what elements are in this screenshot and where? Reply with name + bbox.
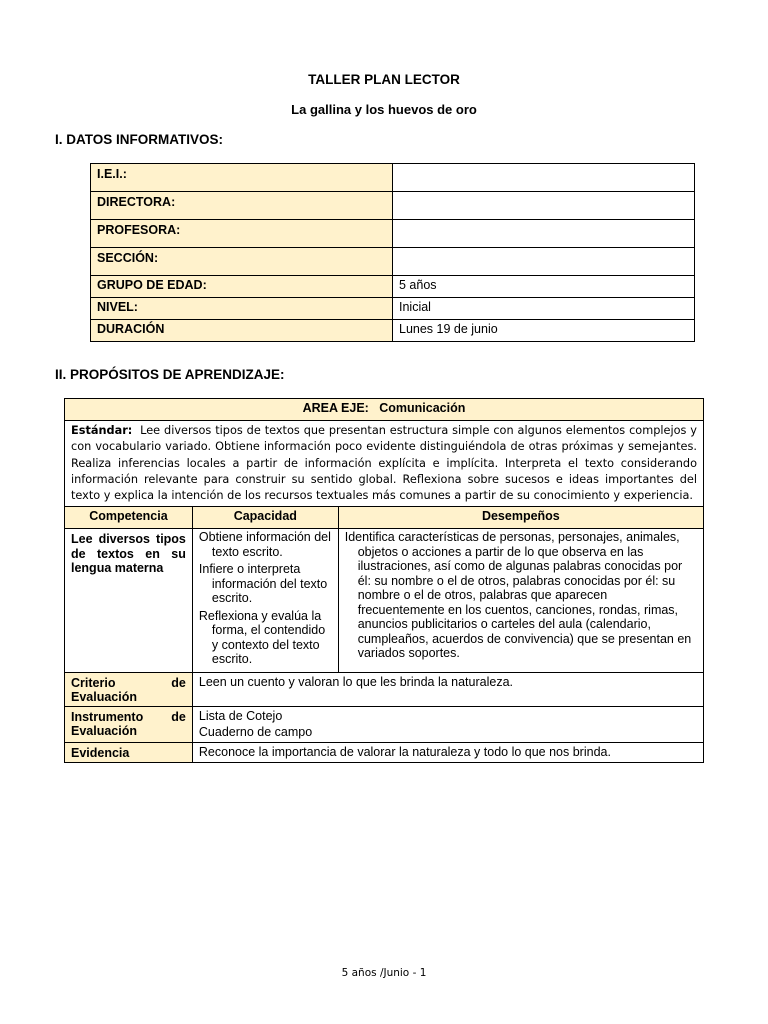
evidencia-value: Reconoce la importancia de valorar la naturaleza y todo lo que nos brinda. [192,742,703,762]
propositos-table [64,398,704,763]
label-seccion: SECCIÓN: [91,248,393,276]
table-row [91,298,695,320]
capacidad-item: Obtiene información del texto escrito. [198,530,331,559]
label-profesora: PROFESORA: [91,220,393,248]
desempeno-cell [338,529,703,673]
document-title: TALLER PLAN LECTOR [308,72,460,87]
instrumento-item: Lista de Cotejo [198,708,283,723]
label-directora: DIRECTORA: [91,192,393,220]
value-directora [393,192,695,220]
instrumento-item: Cuaderno de campo [198,724,313,739]
section-heading-datos: I. DATOS INFORMATIVOS: [55,132,223,147]
label-grupo-edad: GRUPO DE EDAD: [91,276,393,298]
label-duracion: DURACIÓN [91,320,393,342]
table-row [91,248,695,276]
capacidad-item: Infiere o interpreta información del texto escrito. [198,562,328,606]
page-footer: 5 años /Junio - 1 [341,967,427,979]
table-row [91,192,695,220]
document-subtitle: La gallina y los huevos de oro [291,102,477,117]
value-grupo-edad: 5 años [393,276,695,298]
table-row [65,399,704,421]
competencia-cell [65,529,193,673]
col-header-capacidad: Capacidad [192,507,338,529]
table-row [65,529,704,673]
datos-informativos-table [90,163,695,342]
instrumento-label-line1: Instrumento de [71,709,186,724]
table-row [65,672,704,706]
capacidad-item: Reflexiona y evalúa la forma, el contendido y contexto del texto escrito. [198,608,326,667]
table-row [91,220,695,248]
estandar-cell [65,421,704,507]
section-heading-propositos: II. PROPÓSITOS DE APRENDIZAJE: [55,367,285,382]
label-nivel: NIVEL: [91,298,393,320]
criterio-label-cell [65,672,193,706]
estandar-label: Estándar: [71,424,133,437]
value-duracion: Lunes 19 de junio [393,320,695,342]
value-seccion [393,248,695,276]
criterio-label-line2: Evaluación [71,689,137,704]
label-iei: I.E.I.: [91,164,393,192]
value-iei [393,164,695,192]
evidencia-label: Evidencia [65,742,193,762]
instrumento-label-line2: Evaluación [71,723,137,738]
competencia-text: Lee diversos tipos de textos en su lengua materna [71,532,186,576]
table-row [65,706,704,742]
criterio-label-line1: Criterio de [71,675,186,690]
col-header-competencia: Competencia [65,507,193,529]
table-row [65,742,704,762]
area-eje-label: AREA EJE: [302,401,369,415]
estandar-text: Lee diversos tipos de textos que presentan estructura simple con algunos elementos complejos y con vocabulario variado. Obtiene información poco evidente distinguiéndola de otras próximas y semejantes. Realiza inferencias locales a partir de información explícita e implícita. Interpreta el texto considerando información relevante para construir su sentido global. Reflexiona sobre sucesos e ideas importantes del texto y explica la intención de los recursos textuales más comunes a partir de su conocimiento y experiencia. [71,424,697,503]
area-eje-header [65,399,704,421]
value-profesora [393,220,695,248]
value-nivel: Inicial [393,298,695,320]
area-eje-value: Comunicación [379,401,466,415]
table-row [91,276,695,298]
desempeno-text: Identifica características de personas, personajes, animales, objetos o acciones a partir de lo que observa en las ilustraciones, así como de algunas palabras conocidas por él: su nombre o el de otros, palabras conocidas por él: su nombre o el de otros, palabras que aparecen frecuentemente en los cuentos, canciones, rondas, rimas, anuncios publicitarios o carteles del aula (calendario, cumpleaños, acuerdos de convivencia) que se presentan en variados soportes. [344,530,692,661]
table-row [65,421,704,507]
col-header-desempenos: Desempeños [338,507,703,529]
table-row [91,164,695,192]
instrumento-value-cell [192,706,703,742]
criterio-value: Leen un cuento y valoran lo que les brinda la naturaleza. [192,672,703,706]
capacidad-cell [192,529,338,673]
table-row [91,320,695,342]
table-row [65,507,704,529]
instrumento-label-cell [65,706,193,742]
